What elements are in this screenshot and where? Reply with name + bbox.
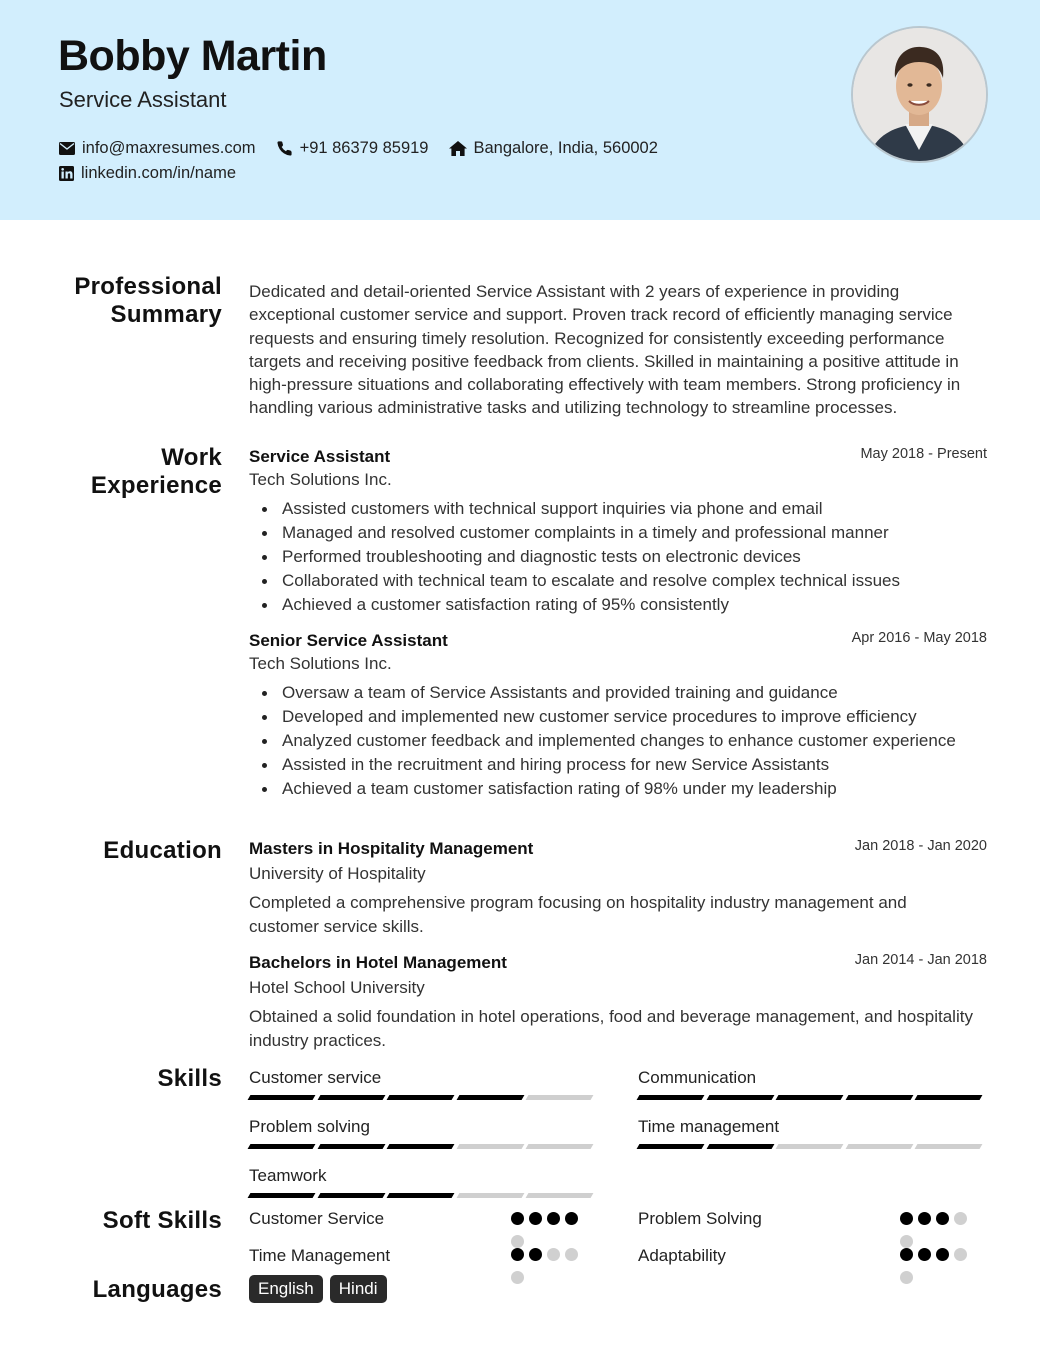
- rating-dot-empty: [547, 1248, 560, 1261]
- degree-title: Masters in Hospitality Management: [249, 839, 534, 858]
- section-title-line: Summary: [110, 301, 222, 328]
- resume-header: [0, 0, 1040, 220]
- candidate-name: Bobby Martin: [58, 32, 327, 80]
- school-name: University of Hospitality: [249, 864, 426, 883]
- soft-skill-rating: [900, 1248, 972, 1294]
- rating-dot-filled: [936, 1248, 949, 1261]
- candidate-title: Service Assistant: [59, 87, 227, 112]
- linkedin-text: linkedin.com/in/name: [81, 164, 236, 182]
- skill-segment-empty: [526, 1144, 594, 1149]
- soft-skill-name: Customer Service: [249, 1209, 385, 1228]
- skill-name: Time management: [638, 1117, 780, 1136]
- email-text: info@maxresumes.com: [82, 139, 256, 157]
- job-title: Senior Service Assistant: [249, 631, 448, 650]
- skill-segment-empty: [845, 1144, 913, 1149]
- skill-segment-filled: [845, 1095, 913, 1100]
- section-title-soft-skills: Soft Skills: [102, 1207, 222, 1234]
- skill-segment-filled: [387, 1144, 455, 1149]
- skill-item: [638, 1117, 986, 1149]
- skill-segment-empty: [915, 1144, 983, 1149]
- phone-icon: [276, 140, 293, 157]
- soft-skill-name: Time Management: [249, 1246, 391, 1265]
- rating-dot-filled: [511, 1212, 524, 1225]
- skill-segment-filled: [637, 1095, 705, 1100]
- contact-linkedin[interactable]: [59, 164, 236, 183]
- rating-dot-filled: [918, 1248, 931, 1261]
- skill-segment-empty: [526, 1193, 594, 1198]
- rating-dot-filled: [900, 1248, 913, 1261]
- list-item: Performed troubleshooting and diagnostic tests on electronic devices: [249, 545, 977, 569]
- skill-level-bar: [638, 1095, 986, 1100]
- skill-segment-filled: [776, 1095, 844, 1100]
- degree-date: Jan 2014 - Jan 2018: [854, 952, 987, 968]
- rating-dot-empty: [900, 1235, 913, 1248]
- job-company: Tech Solutions Inc.: [249, 470, 392, 489]
- skill-item: [249, 1117, 597, 1149]
- summary-text: Dedicated and detail-oriented Service Assistant with 2 years of experience in providing exceptional customer service and support. Proven track record of efficiently managing service requests and ensuring timely resolution. Recognized for consistently exceeding performance targets and receiving positive feedback from clients. Skilled in maintaining a positive attitude in high-pressure situations and collaborating effectively with team members. Strong proficiency in handling various administrative tasks and utilizing technology to streamline processes.: [249, 282, 961, 418]
- rating-dot-filled: [547, 1212, 560, 1225]
- section-title-skills: Skills: [157, 1065, 222, 1092]
- degree-description: Obtained a solid foundation in hotel operations, food and beverage management, and hospitality industry practices.: [249, 1007, 973, 1050]
- skill-name: Customer service: [249, 1068, 382, 1087]
- section-title-line: Work: [161, 444, 222, 471]
- rating-dot-filled: [529, 1248, 542, 1261]
- list-item: Analyzed customer feedback and implemented changes to enhance customer experience: [249, 729, 977, 753]
- profile-photo: [851, 26, 988, 163]
- job-bullets: [249, 681, 977, 801]
- list-item: Assisted in the recruitment and hiring process for new Service Assistants: [249, 753, 977, 777]
- soft-skill-rating: [511, 1248, 583, 1294]
- rating-dot-empty: [565, 1248, 578, 1261]
- skill-segment-empty: [776, 1144, 844, 1149]
- skill-segment-empty: [526, 1095, 594, 1100]
- skill-segment-filled: [317, 1095, 385, 1100]
- skill-segment-filled: [248, 1095, 316, 1100]
- skill-segment-filled: [706, 1095, 774, 1100]
- skill-level-bar: [249, 1193, 597, 1198]
- job-date: Apr 2016 - May 2018: [851, 630, 987, 646]
- section-title-line: Professional: [74, 273, 222, 300]
- rating-dot-filled: [511, 1248, 524, 1261]
- list-item: Oversaw a team of Service Assistants and provided training and guidance: [249, 681, 977, 705]
- soft-skill-name: Adaptability: [638, 1246, 726, 1265]
- skill-segment-filled: [456, 1095, 524, 1100]
- rating-dot-empty: [511, 1235, 524, 1248]
- skill-segment-filled: [248, 1193, 316, 1198]
- rating-dot-filled: [936, 1212, 949, 1225]
- list-item: Developed and implemented new customer service procedures to improve efficiency: [249, 705, 977, 729]
- phone-text: +91 86379 85919: [299, 139, 429, 157]
- skill-segment-filled: [317, 1193, 385, 1198]
- skill-segment-filled: [915, 1095, 983, 1100]
- degree-title: Bachelors in Hotel Management: [249, 953, 507, 972]
- rating-dot-filled: [565, 1212, 578, 1225]
- section-title-line: Experience: [90, 472, 222, 499]
- job-title: Service Assistant: [249, 447, 391, 466]
- job-bullets: [249, 497, 977, 617]
- skill-segment-filled: [637, 1144, 705, 1149]
- contact-location: [449, 139, 658, 158]
- rating-dot-filled: [529, 1212, 542, 1225]
- school-name: Hotel School University: [249, 978, 425, 997]
- rating-dot-filled: [900, 1212, 913, 1225]
- contact-row: [59, 139, 678, 158]
- list-item: Achieved a team customer satisfaction rating of 98% under my leadership: [249, 777, 977, 801]
- degree-date: Jan 2018 - Jan 2020: [854, 838, 987, 854]
- rating-dot-empty: [900, 1271, 913, 1284]
- section-title-summary: [74, 273, 222, 329]
- section-title-education: Education: [103, 837, 222, 864]
- skill-level-bar: [638, 1144, 986, 1149]
- rating-dot-empty: [511, 1271, 524, 1284]
- rating-dot-empty: [954, 1212, 967, 1225]
- language-list: [249, 1275, 394, 1303]
- job-date: May 2018 - Present: [860, 446, 987, 462]
- skill-item: [638, 1068, 986, 1100]
- skill-segment-filled: [248, 1144, 316, 1149]
- skill-segment-filled: [317, 1144, 385, 1149]
- linkedin-icon: [59, 166, 74, 181]
- skill-name: Teamwork: [249, 1166, 327, 1185]
- list-item: Collaborated with technical team to escalate and resolve complex technical issues: [249, 569, 977, 593]
- soft-skill-name: Problem Solving: [638, 1209, 762, 1228]
- skill-segment-filled: [706, 1144, 774, 1149]
- skill-name: Communication: [638, 1068, 757, 1087]
- home-icon: [449, 141, 467, 156]
- list-item: Managed and resolved customer complaints in a timely and professional manner: [249, 521, 977, 545]
- contact-email[interactable]: [59, 139, 256, 158]
- section-title-languages: Languages: [92, 1276, 222, 1303]
- list-item: Achieved a customer satisfaction rating of 95% consistently: [249, 593, 977, 617]
- contact-phone[interactable]: [276, 139, 429, 158]
- degree-description: Completed a comprehensive program focusing on hospitality industry management and customer service skills.: [249, 893, 907, 936]
- rating-dot-empty: [954, 1248, 967, 1261]
- list-item: Assisted customers with technical support inquiries via phone and email: [249, 497, 977, 521]
- skill-segment-filled: [387, 1193, 455, 1198]
- skill-item: [249, 1068, 597, 1100]
- skill-name: Problem solving: [249, 1117, 370, 1136]
- contact-row-2: [59, 164, 256, 183]
- language-badge: Hindi: [330, 1275, 387, 1303]
- location-text: Bangalore, India, 560002: [473, 139, 658, 157]
- envelope-icon: [59, 142, 75, 155]
- skill-segment-empty: [456, 1193, 524, 1198]
- skill-item: [249, 1166, 597, 1198]
- skill-level-bar: [249, 1144, 597, 1149]
- skill-segment-filled: [387, 1095, 455, 1100]
- section-title-work: [91, 444, 222, 500]
- rating-dot-filled: [918, 1212, 931, 1225]
- skill-level-bar: [249, 1095, 597, 1100]
- job-company: Tech Solutions Inc.: [249, 654, 392, 673]
- skill-segment-empty: [456, 1144, 524, 1149]
- language-badge: English: [249, 1275, 323, 1303]
